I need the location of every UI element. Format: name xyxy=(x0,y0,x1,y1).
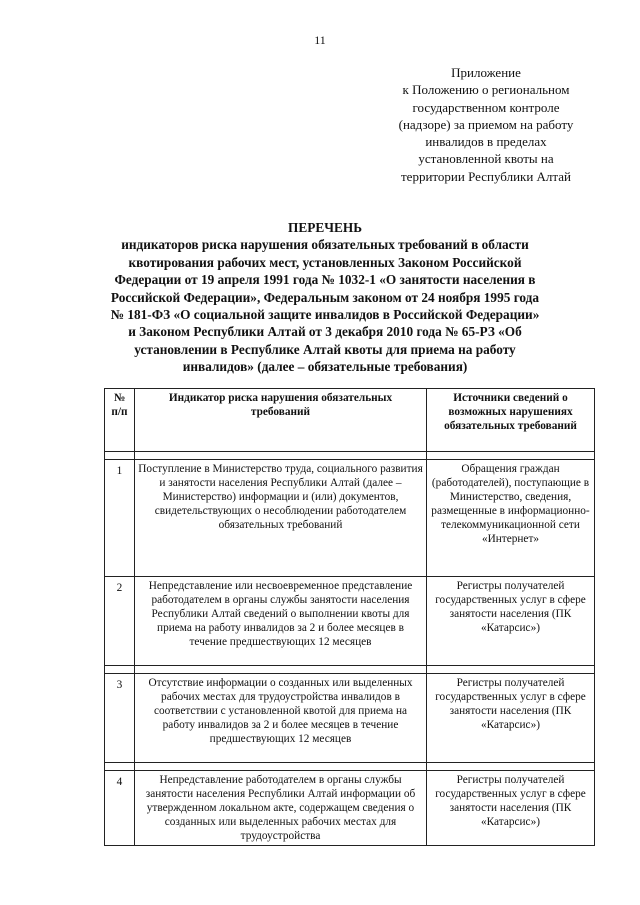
row-indicator: Непредставление или несвоевременное представление работодателем в органы службы занятости населения Республики Алтай сведений о выполнении квоты для приема на работу инвалидов за 2 и более месяцев в течение предшествующих 12 месяцев xyxy=(135,577,427,666)
table-spacer-row xyxy=(105,763,595,771)
appendix-line: (надзоре) за приемом на работу xyxy=(398,116,574,132)
table-spacer-row xyxy=(105,452,595,460)
appendix-note xyxy=(380,64,592,185)
title-line: Федерации от 19 апреля 1991 года № 1032-1 «О занятости населения в xyxy=(114,272,536,288)
row-indicator: Поступление в Министерство труда, социального развития и занятости населения Республики Алтай (далее – Министерство) информации и (или) документов, свидетельствующих о несоблюдении работодателем обязательных требований xyxy=(135,460,427,577)
row-sources: Обращения граждан (работодателей), поступающие в Министерство, сведения, размещенные в информационно-телекоммуникационной сети «Интернет» xyxy=(427,460,595,577)
appendix-line: инвалидов в пределах xyxy=(425,134,547,150)
title-line: квотирования рабочих мест, установленных Законом Российской xyxy=(128,254,522,270)
title-line: инвалидов» (далее – обязательные требования) xyxy=(182,359,468,375)
title-line: № 181-ФЗ «О социальной защите инвалидов в Российской Федерации» xyxy=(110,307,540,323)
title-line: и Законом Республики Алтай от 3 декабря 2010 года № 65-РЗ «Об xyxy=(128,324,522,340)
page-number: 11 xyxy=(314,33,326,47)
title-line: индикаторов риска нарушения обязательных требований в области xyxy=(121,237,529,253)
row-num: 1 xyxy=(105,460,135,577)
header-sources: Источники сведений о возможных нарушениях обязательных требований xyxy=(427,389,595,452)
row-indicator: Отсутствие информации о созданных или выделенных рабочих местах для трудоустройства инвалидов в соответствии с установленной квотой для приема на работу инвалидов за 2 и более месяцев в течение предшествующих 12 месяцев xyxy=(135,674,427,763)
row-sources: Регистры получателей государственных услуг в сфере занятости населения (ПК «Катарсис») xyxy=(427,771,595,846)
title-line: установлении в Республике Алтай квоты для приема на работу xyxy=(134,341,516,357)
table-row xyxy=(105,460,595,577)
title-heading: ПЕРЕЧЕНЬ xyxy=(288,220,362,235)
appendix-line: установленной квоты на xyxy=(418,151,554,167)
row-num: 2 xyxy=(105,577,135,666)
header-num: № п/п xyxy=(105,389,135,452)
row-num: 4 xyxy=(105,771,135,846)
row-sources: Регистры получателей государственных услуг в сфере занятости населения (ПК «Катарсис») xyxy=(427,674,595,763)
indicators-table xyxy=(104,388,595,846)
row-indicator: Непредставление работодателем в органы службы занятости населения Республики Алтай информации об утвержденном локальном акте, содержащем сведения о созданных или выделенных рабочих местах для трудоустройства xyxy=(135,771,427,846)
table-row xyxy=(105,674,595,763)
appendix-line: к Положению о региональном xyxy=(402,82,570,98)
appendix-line: территории Республики Алтай xyxy=(401,168,571,184)
header-indicator: Индикатор риска нарушения обязательных требований xyxy=(135,389,427,452)
appendix-line: государственном контроле xyxy=(412,99,560,115)
table-spacer-row xyxy=(105,666,595,674)
table-row xyxy=(105,771,595,846)
appendix-line: Приложение xyxy=(451,65,521,80)
row-num: 3 xyxy=(105,674,135,763)
document-title xyxy=(95,219,555,376)
table-row xyxy=(105,577,595,666)
title-line: Российской Федерации», Федеральным законом от 24 ноября 1995 года xyxy=(110,289,540,305)
table-header-row xyxy=(105,389,595,452)
row-sources: Регистры получателей государственных услуг в сфере занятости населения (ПК «Катарсис») xyxy=(427,577,595,666)
